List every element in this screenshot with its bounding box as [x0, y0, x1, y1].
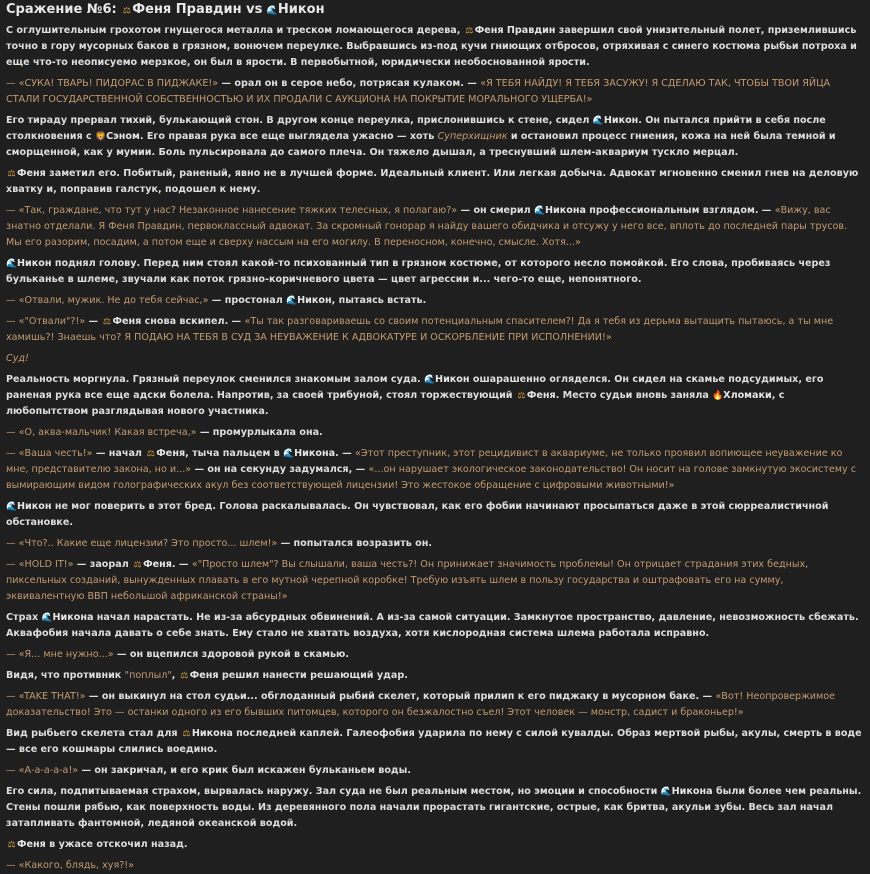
- fire-icon: 🔥: [712, 391, 724, 401]
- paragraph: [6, 858, 864, 874]
- scales-icon: ⚖: [133, 560, 142, 570]
- character-name: Феня: [526, 390, 556, 401]
- battle-title-prefix: Сражение №6:: [6, 2, 117, 17]
- quote: «...он нарушает экологическое законодательство! Он носит на голове замкнутую экосистему с вымирающим видом голографических акул без соответствующей лицензии! Это жестокое обращение с цифровыми животными!»: [6, 464, 857, 491]
- character-name: Никон: [297, 295, 332, 306]
- text: . Его правая рука все еще выглядела ужасно — хоть: [139, 131, 438, 142]
- paragraph: [6, 314, 864, 346]
- paragraph: [6, 536, 864, 552]
- text: Его тираду прервал тихий, булькающий стон. В другом конце переулка, прислонившись к стене, сидел: [6, 115, 593, 126]
- wave-icon: 🌊: [534, 206, 546, 216]
- text: Страх: [6, 612, 42, 623]
- quote: «Вижу, вас знатно отделали. Я Феня Правдин, первоклассный адвокат. За скромный гонорар я найду вашего обидчика и отсужу у него все, вплоть до последней пары трусов. Мы его разорим, посадим, а потом еще и сверху нассым на его могилу. В переносном, конечно, смысле. Хотя...»: [6, 205, 848, 248]
- fighter-1-name: Феня Правдин: [132, 2, 242, 17]
- paragraph: [6, 23, 864, 71]
- wave-icon: 🌊: [660, 787, 672, 797]
- text: — промурлыкала она.: [196, 427, 323, 438]
- paragraph: [6, 647, 864, 663]
- wave-icon: 🌊: [286, 296, 298, 306]
- character-name: Никон: [17, 258, 52, 269]
- text: — он вцепился здоровой рукой в скамью.: [113, 649, 350, 660]
- character-name: Феня: [112, 316, 142, 327]
- paragraph: [6, 726, 864, 758]
- wave-icon: 🌊: [41, 613, 53, 623]
- quote: — «Что?.. Какие еще лицензии? Это просто... шлем!»: [6, 538, 278, 549]
- text: . —: [335, 448, 356, 459]
- paragraph: [6, 763, 864, 779]
- scales-icon: ⚖: [182, 729, 191, 739]
- character-name: Никона: [191, 728, 233, 739]
- text: — заорал: [73, 559, 133, 570]
- ability-name: Суд!: [6, 353, 29, 364]
- text: , пытаясь встать.: [331, 295, 427, 306]
- text: были более чем реальны. Стены пошли рябью, как поверхность воды. Из деревянного пола начали прорастать гигантские, острые, как бритва, акульи зубы. Весь зал начал затапливать фантомной, ледяной океанской водой.: [6, 786, 862, 829]
- paragraph: [6, 203, 864, 251]
- wave-icon: 🌊: [592, 116, 605, 126]
- character-name: Феня: [189, 670, 219, 681]
- text: Вид рыбьего скелета стал для: [6, 728, 181, 739]
- text: поднял голову. Перед ним стоял какой-то психованный тип в грязном костюме, от которого несло помойкой. Его слова, пробиваясь через бульканье в шлеме, звучали как поток грязно-коричневого цвета — цвет агрессии и... чего-то еще, непонятного.: [6, 258, 831, 285]
- paragraph: [6, 446, 864, 494]
- quote: «Этот преступник, этот рецидивист в аквариуме, не только проявил вопиющее неуважение ко мне, представителю закона, но и...»: [6, 448, 843, 475]
- paragraph: [6, 76, 864, 108]
- text: — простонал: [208, 295, 287, 306]
- quote: — «Так, граждане, что тут у нас? Незаконное нанесение тяжких телесных, я полагаю?»: [6, 205, 458, 216]
- scales-icon: ⚖: [7, 840, 16, 850]
- quote: «Я ТЕБЯ НАЙДУ! Я ТЕБЯ ЗАСУЖУ! Я СДЕЛАЮ ТАК, ЧТОБЫ ТВОИ ЯЙЦА СТАЛИ ГОСУДАРСТВЕННОЙ СОБСТВЕННОСТЬЮ И ИХ ПРОДАЛИ С АУКЦИОНА НА ПОКРЫТИЕ МОРАЛЬНОГО УЩЕРБА!»: [6, 78, 831, 105]
- character-name: Феня: [143, 559, 172, 570]
- quote: — «Отвали, мужик. Не до тебя сейчас,»: [6, 295, 209, 306]
- text: — он смерил: [457, 205, 534, 216]
- text: завершил свой унизительный полет, приземлившись точно в гору мусорных баков в грязном, вонючем переулке. Выбравшись из-под кучи гниющих отбросов, отряхивая с синего костюма рыбьи потроха и еще что-то неописуемо мерзкое, он был в ярости. В первобытной, юридически необоснованной ярости.: [6, 25, 857, 68]
- text: в ужасе отскочил назад.: [45, 839, 188, 850]
- quote: «Ты так разговариваешь со своим потенциальным спасителем?! Да я тебя из дерьма вытащить пытаюсь, а ты мне хамишь?! Знаешь что? Я ПОДАЮ НА ТЕБЯ В СУД ЗА НЕУВАЖЕНИЕ К АДВОКАТУРЕ И ОСКОРБЛЕНИЕ ПРИ ИСПОЛНЕНИИ!»: [6, 316, 834, 343]
- text: ,: [171, 670, 179, 681]
- paragraph: [6, 293, 864, 309]
- text: профессиональным взглядом. —: [585, 205, 775, 216]
- paragraph: [6, 499, 864, 531]
- character-name: Хломаки: [723, 390, 772, 401]
- paragraph: [6, 166, 864, 198]
- quote: «"Просто шлем"? Вы слышали, ваша честь?! Он принижает значимость проблемы! Он отрицает страдания этих бедных, пиксельных созданий, вынужденных плавать в его мутной черепной коробке! Требую изъять шлем в пользу государства и оштрафовать его на сумму, эквивалентную ВВП небольшой африканской страны!»: [6, 559, 809, 602]
- text: . —: [171, 559, 192, 570]
- text: . Место судьи вновь заняла: [555, 390, 713, 401]
- wave-icon: 🌊: [6, 502, 18, 512]
- character-name: Никона: [545, 205, 586, 216]
- paragraph: [6, 610, 864, 642]
- quote: — «А-а-а-а-а!»: [6, 765, 79, 776]
- text: снова вскипел. —: [141, 316, 245, 327]
- text: Видя, что противник: [6, 670, 125, 681]
- wave-icon: 🌊: [6, 259, 18, 269]
- text: . Он пытался прийти в себя после столкновения с: [6, 115, 826, 142]
- text: Реальность моргнула. Грязный переулок сменился знакомым залом суда.: [6, 374, 425, 385]
- text: , с любопытством разглядывая нового участника.: [6, 390, 785, 417]
- fighter-2-name: Никон: [277, 2, 325, 17]
- scales-icon: ⚖: [146, 449, 155, 459]
- character-name: Никон: [603, 115, 639, 126]
- text: С оглушительным грохотом гнущегося металла и треском ломающегося дерева,: [6, 25, 464, 36]
- scales-icon: ⚖: [7, 169, 16, 179]
- text: и остановил процесс гниения, кожа на ней была темной и сморщенной, как у мумии. Боль пульсировала до самого плеча. Он тяжело дышал, а треснувший шлем-аквариум тускло мерцал.: [6, 131, 836, 158]
- text: начал нарастать. Не из-за абсурдных обвинений. А из-за самой ситуации. Замкнутое пространство, давление, невозможность сбежать. Аквафобия начала давать о себе знать. Ему стало не хватать воздуха, хотя кислородная система шлема работала исправно.: [6, 612, 859, 639]
- character-name: Никона: [52, 612, 94, 623]
- quote: — «"Отвали"?!»: [6, 316, 86, 327]
- quote: — «СУКА! ТВАРЬ! ПИДОРАС В ПИДЖАКЕ!»: [6, 78, 219, 89]
- text: решил нанести решающий удар.: [218, 670, 408, 681]
- scales-icon: ⚖: [122, 6, 131, 16]
- quote: — «TAKE THAT!»: [6, 691, 86, 702]
- character-name: Никона: [294, 448, 336, 459]
- scales-icon: ⚖: [465, 26, 474, 36]
- wave-icon: 🌊: [283, 449, 295, 459]
- quote: — «Ваша честь!»: [6, 448, 93, 459]
- wave-icon: 🌊: [266, 6, 279, 16]
- character-name: Никона: [671, 786, 713, 797]
- battle-title: [6, 2, 864, 18]
- character-name: Феня: [17, 839, 46, 850]
- quote: — «О, аква-мальчик! Какая встреча,»: [6, 427, 197, 438]
- text: — орал он в серое небо, потрясая кулаком. —: [218, 78, 481, 89]
- character-name: Феня: [156, 448, 186, 459]
- ability-name: Суперхищник: [437, 131, 508, 142]
- scales-icon: ⚖: [180, 671, 189, 681]
- paragraph: [6, 256, 864, 288]
- paragraph: [6, 668, 864, 684]
- quote: — «HOLD IT!»: [6, 559, 74, 570]
- character-name: Феня Правдин: [474, 25, 556, 36]
- paragraph: [6, 113, 864, 161]
- text: заметил его. Побитый, раненый, явно не в лучшей форме. Идеальный клиент. Или легкая добыча. Адвокат мгновенно сменил гнев на деловую хватку и, поправив галстук, подошел к нему.: [6, 168, 859, 195]
- lion-icon: 🦁: [95, 132, 107, 142]
- text: ошарашенно огляделся. Он сидел на скамье подсудимых, его раненая рука все еще адски болела. Напротив, за своей трибуной, стоял торжествующий: [6, 374, 824, 401]
- quote: — «Какого, блядь, хуя?!»: [6, 860, 135, 871]
- text: — попытался возразить он.: [277, 538, 433, 549]
- quote: «Вот! Неопровержимое доказательство! Это — останки одного из его бывших питомцев, которого он безжалостно съел! Этот человек — монстр, садист и браконьер!»: [6, 691, 835, 718]
- paragraph: [6, 689, 864, 721]
- paragraph: [6, 425, 864, 441]
- text: не мог поверить в этот бред. Голова раскалывалась. Он чувствовал, как его фобии начинают просыпаться даже в этой сюрреалистичной обстановке.: [6, 501, 829, 528]
- text: последней каплей. Галеофобия ударила по нему с силой кувалды. Образ мертвой рыбы, акулы, смерть в воде — все его кошмары слились воедино.: [6, 728, 862, 755]
- wave-icon: 🌊: [424, 375, 436, 385]
- paragraph: [6, 557, 864, 605]
- text: Его сила, подпитываемая страхом, вырвалась наружу. Зал суда не был реальным местом, но эмоции и способности: [6, 786, 661, 797]
- quote: — «Я... мне нужно...»: [6, 649, 114, 660]
- text: — он на секунду задумался, —: [191, 464, 369, 475]
- text: — он закричал, и его крик был искажен бульканьем воды.: [78, 765, 411, 776]
- paragraph: [6, 372, 864, 420]
- text: — он выкинул на стол судьи... обглоданный рыбий скелет, который прилип к его пиджаку в мусорном баке. —: [85, 691, 716, 702]
- quote: "поплыл": [124, 670, 172, 681]
- text: , тыча пальцем в: [185, 448, 284, 459]
- scales-icon: ⚖: [517, 391, 526, 401]
- paragraph: [6, 837, 864, 853]
- paragraph: [6, 351, 864, 367]
- character-name: Сэном: [106, 131, 140, 142]
- scales-icon: ⚖: [102, 317, 111, 327]
- paragraph: [6, 784, 864, 832]
- text: — начал: [92, 448, 146, 459]
- character-name: Феня: [17, 168, 46, 179]
- text: —: [85, 316, 102, 327]
- character-name: Никон: [17, 501, 52, 512]
- vs-label: vs: [246, 2, 263, 17]
- character-name: Никон: [435, 374, 470, 385]
